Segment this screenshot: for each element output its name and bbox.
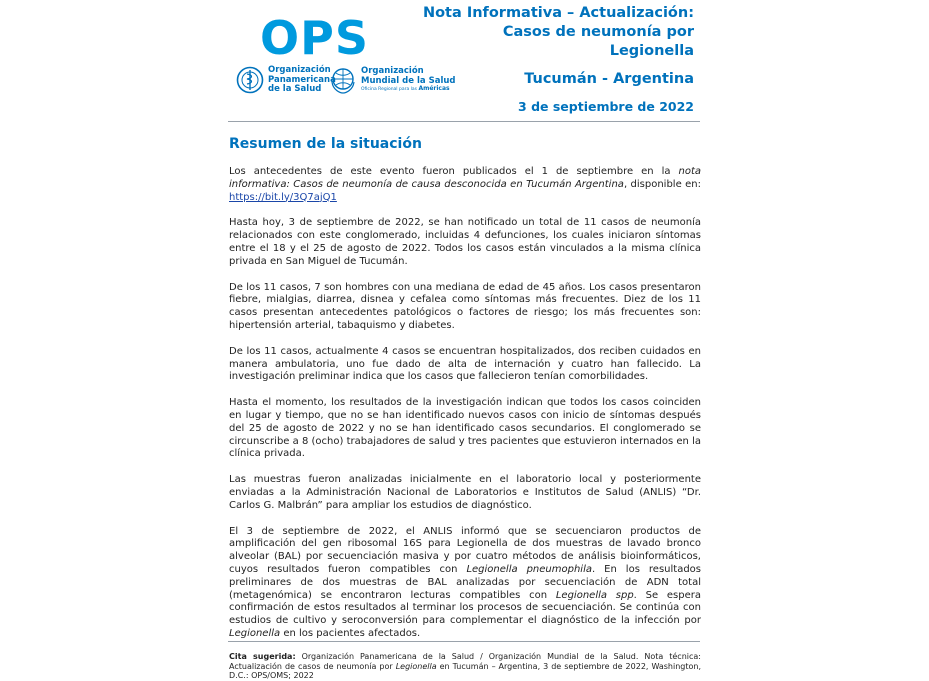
paragraph-1: Los antecedentes de este evento fueron publicados el 1 de septiembre en la nota informativa: Casos de neumonía de causa desconocida en Tucumán Argentina, disponible en: https://bit.ly/3Q7ajQ1 [229, 166, 702, 203]
paho-emblem-icon [236, 66, 264, 94]
title-line-3: Legionella [609, 43, 694, 59]
who-regional-office: Oficina Regional para las Américas [361, 85, 450, 92]
paragraph-7: El 3 de septiembre de 2022, el ANLIS informó que se secuenciaron productos de amplificación del gen ribosomal 16S para Legionella de dos muestras de lavado bronco alveolar (BAL) por secuenciación masiva y por cuatro métodos de análisis bioinformáticos, cuyos resultados fueron compatibles con Legionella pneumophila. En los resultados preliminares de dos muestras de BAL analizadas por secuenciación de ADN total (metagenómica) se encontraron lecturas compatibles con Legionella spp. Se espera confirmación de estos resultados al terminar los procesos de secuenciación. Se continúa con estudios de cultivo y seroconversión para complementar el diagnóstico de la infección por Legionella en los pacientes afectados. [229, 525, 701, 639]
date-heading: 3 de septiembre de 2022 [518, 99, 694, 114]
document-body [229, 166, 701, 654]
paho-name-line3: de la Salud [268, 84, 322, 94]
section-title: Resumen de la situación [229, 136, 422, 152]
paho-logo [236, 66, 336, 95]
who-logo [329, 66, 456, 94]
paragraph-5: Hasta el momento, los resultados de la investigación indican que todos los casos coinciden en lugar y tiempo, que no se han identificado nuevos casos con inicio de síntomas después del 25 de agosto de 2022 y no se han identificado casos secundarios. El conglomerado se circunscribe a 8 (ocho) trabajadores de salud y tres pacientes que estuvieron internados en la clínica privada. [229, 397, 701, 460]
suggested-citation: Cita sugerida: Organización Panamericana de la Salud / Organización Mundial de la Salud. Nota técnica: Actualización de casos de neumonía por Legionella en Tucumán – Argentina, 3 de septiembre de 2022, Washington, D.C.: OPS/OMS; 2022 [229, 652, 701, 681]
citation-label: Cita sugerida: [229, 652, 296, 661]
location-heading: Tucumán - Argentina [524, 71, 694, 87]
who-name-line1: Organización [361, 66, 424, 76]
paragraph-3: De los 11 casos, 7 son hombres con una mediana de edad de 45 años. Los casos presentaron fiebre, mialgias, diarrea, disnea y cefalea como síntomas más frecuentes. Diez de los 11 casos presentan antecedentes patológicos o factores de riesgo; los más frecuentes son: hipertensión arterial, tabaquismo y diabetes. [229, 281, 701, 331]
paragraph-2: Hasta hoy, 3 de septiembre de 2022, se han notificado un total de 11 casos de neumonía relacionados con este conglomerado, incluidas 4 defunciones, los cuales iniciaron síntomas entre el 18 y el 25 de agosto de 2022. Todos los casos están vinculados a la misma clínica privada en San Miguel de Tucumán. [229, 217, 701, 267]
who-emblem-icon [329, 66, 357, 94]
who-name-line2: Mundial de la Salud [361, 75, 456, 86]
paho-name-line2: Panamericana [268, 74, 336, 85]
title-line-2: Casos de neumonía por [502, 24, 694, 40]
title-line-1: Nota Informativa – Actualización: [422, 5, 694, 21]
note-reference: nota informativa: Casos de neumonía de causa desconocida en Tucumán Argentina [229, 166, 701, 190]
citation-divider [228, 641, 700, 642]
document-title [423, 4, 694, 61]
paho-name-line1: Organización [268, 65, 331, 75]
paragraph-4: De los 11 casos, actualmente 4 casos se encuentran hospitalizados, dos reciben cuidados en manera ambulatoria, uno fue dado de alta de internación y cuatro han fallecido. La investigación preliminar indica que los casos que fallecieron tenían comorbilidades. [229, 345, 701, 383]
bitly-link[interactable]: https://bit.ly/3Q7ajQ1 [229, 191, 337, 203]
paragraph-6: Las muestras fueron analizadas inicialmente en el laboratorio local y posteriormente enviadas a la Administración Nacional de Laboratorios e Institutos de Salud (ANLIS) “Dr. Carlos G. Malbrán” para ampliar los estudios de diagnóstico. [229, 474, 701, 511]
header-divider [228, 121, 700, 122]
ops-wordmark-logo: OPS [260, 11, 369, 65]
